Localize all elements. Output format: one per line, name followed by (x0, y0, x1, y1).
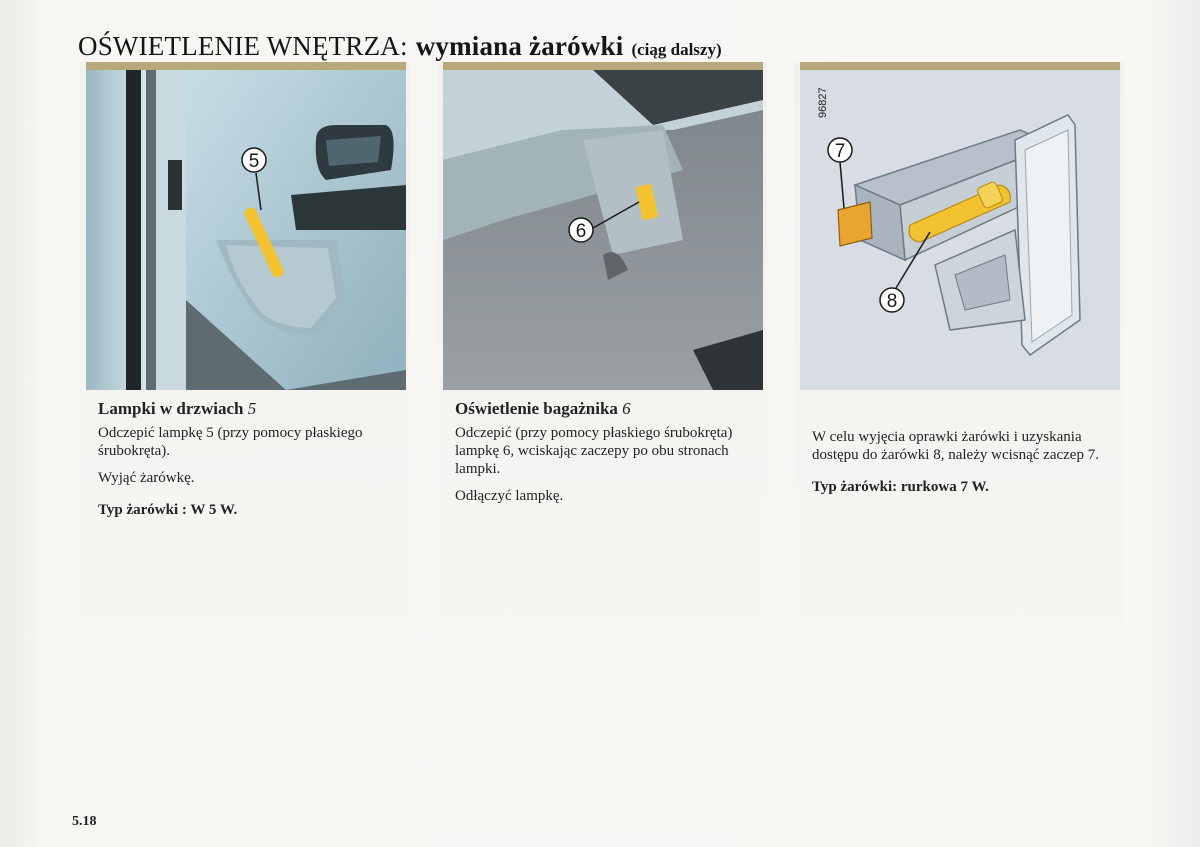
trunk-lamp-para-1: Odczepić (przy pomocy płaskiego śrubokręta) lampkę 6, wciskając zaczepy po obu stronach lampki. (455, 425, 733, 477)
lamp-holder-bulb-type: Typ żarówki: rurkowa 7 W. (812, 479, 989, 495)
door-lamp-bulb-type: Typ żarówki : W 5 W. (98, 502, 238, 518)
door-lamp-photo (86, 70, 406, 390)
door-lamp-heading-label: Lampki w drzwiach (98, 399, 244, 418)
title-sub: (ciąg dalszy) (631, 40, 722, 59)
page-title (78, 26, 722, 63)
title-main-bold: wymiana żarówki (415, 31, 624, 61)
callout-7: 7 (834, 141, 846, 162)
door-lamp-heading-number: 5 (247, 399, 257, 418)
section-trunk-lamp (437, 62, 767, 832)
door-lamp-heading (98, 400, 394, 418)
trunk-lamp-text (455, 400, 751, 514)
lamp-holder-text (812, 428, 1108, 505)
section-lamp-holder (794, 62, 1124, 832)
section-door-lamp (80, 62, 410, 832)
trunk-lamp-heading-label: Oświetlenie bagażnika (455, 399, 618, 418)
door-lamp-text (98, 400, 394, 528)
trunk-lamp-para-2: Odłączyć lampkę. (455, 488, 564, 504)
callout-8: 8 (886, 291, 898, 312)
lamp-holder-diagram (800, 70, 1120, 390)
lamp-holder-illustration (800, 70, 1120, 390)
trunk-lamp-heading (455, 400, 751, 418)
page-number: 5.18 (72, 814, 97, 829)
image-code: 96827 (817, 87, 829, 118)
door-photo-illustration (86, 70, 406, 390)
section-rule (800, 62, 1120, 70)
callout-5: 5 (248, 151, 260, 172)
title-main: OŚWIETLENIE WNĘTRZA: (78, 31, 408, 61)
trunk-photo-illustration (443, 70, 763, 390)
section-rule (86, 62, 406, 70)
callout-6: 6 (575, 221, 587, 242)
trunk-lamp-heading-number: 6 (622, 399, 631, 418)
trunk-lamp-photo (443, 70, 763, 390)
lamp-holder-para-1: W celu wyjęcia oprawki żarówki i uzyskania dostępu do żarówki 8, należy wcisnąć zaczep 7. (812, 429, 1099, 463)
section-rule (443, 62, 763, 70)
door-lamp-para-1: Odczepić lampkę 5 (przy pomocy płaskiego śrubokręta). (98, 425, 363, 459)
door-lamp-para-2: Wyjąć żarówkę. (98, 470, 195, 486)
